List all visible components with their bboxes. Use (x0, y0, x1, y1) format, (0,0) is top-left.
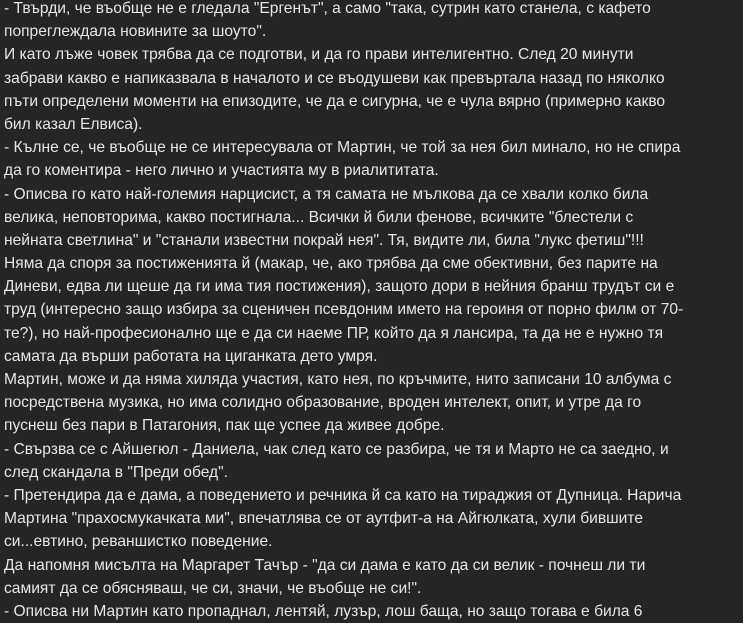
text-line: велика, неповторима, какво постигнала... Всички й били фенове, всичките "блестели с (4, 208, 634, 226)
text-line: Да напомня мисълта на Маргарет Тачър - "да си дама е като да си велик - почнеш ли ти (4, 556, 646, 574)
text-line: труд (интересно защо избира за сценичен псевдоним името на героиня от порно филм от 70- (4, 301, 684, 319)
text-line: те?), но най-професионално ще е да си наеме ПР, който да я лансира, та да не е нужно тя (4, 324, 664, 342)
text-line: си...евтино, реваншистко поведение. (4, 533, 273, 551)
text-line: - Описва го като най-големия нарцисист, а тя самата не мълкова да се хвали колко била (4, 185, 649, 203)
text-line: след скандала в "Преди обед". (4, 463, 229, 481)
text-line: - Описва ни Мартин като пропаднал, лентяй, лузър, лош баща, но защо тогава е била 6 (4, 602, 643, 620)
text-line: пъти определени моменти на епизодите, че да е сигурна, че е чула вярно (примерно какво (4, 92, 666, 110)
text-line: да го коментира - него лично и участията му в риалититата. (4, 162, 439, 180)
text-line: - Кълне се, че въобще не се интересувала от Мартин, че той за нея бил минало, но не спира (4, 139, 681, 157)
text-line: Мартина "прахосмукачката ми", впечатлява се от аутфит-а на Айгюлката, хули бившите (4, 510, 644, 528)
text-line: посредствена музика, но има солидно образование, вроден интелект, опит, и утре да го (4, 394, 642, 412)
post-text (4, 0, 743, 623)
text-line: - Твърди, че въобще не е гледала "Ергенът", а само "така, сутрин като станела, с кафето (4, 0, 651, 17)
text-line: попреглеждала новините за шоуто". (4, 23, 267, 41)
text-line: самият да се обясняваш, че си, значи, че въобще не си!". (4, 579, 422, 597)
text-line: Няма да споря за постиженията й (макар, че, ако трябва да сме обективни, без парите на (4, 255, 658, 273)
text-line: забрави какво е напиказвала в началото и се въодушеви как превъртала назад по няколко (4, 69, 665, 87)
text-line: Мартин, може и да няма хиляда участия, като нея, по кръчмите, нито записани 10 албума с (4, 371, 672, 388)
text-line: пуснеш без пари в Патагония, пак ще успее да живее добре. (4, 417, 445, 435)
text-line: - Свързва се с Айшегюл - Даниела, чак след като се разбира, че тя и Марто не са заедно, и (4, 440, 669, 458)
text-line: Диневи, едва ли щеше да ги има тия постижения), защото дори в нейния бранш трудът си е (4, 278, 675, 296)
text-line: бил казал Елвиса). (4, 115, 143, 133)
text-line: - Претендира да е дама, а поведението и речника й са като на тираджия от Дупница. Нарича (4, 486, 682, 504)
text-line: нейната светлина" и "станали известни покрай нея". Тя, видите ли, била "лукс фетиш"!!! (4, 231, 644, 249)
text-line: самата да върши работата на циганката дето умря. (4, 347, 378, 365)
text-line: И като лъже човек трябва да се подготви, и да го прави интелигентно. След 20 минути (4, 46, 634, 64)
